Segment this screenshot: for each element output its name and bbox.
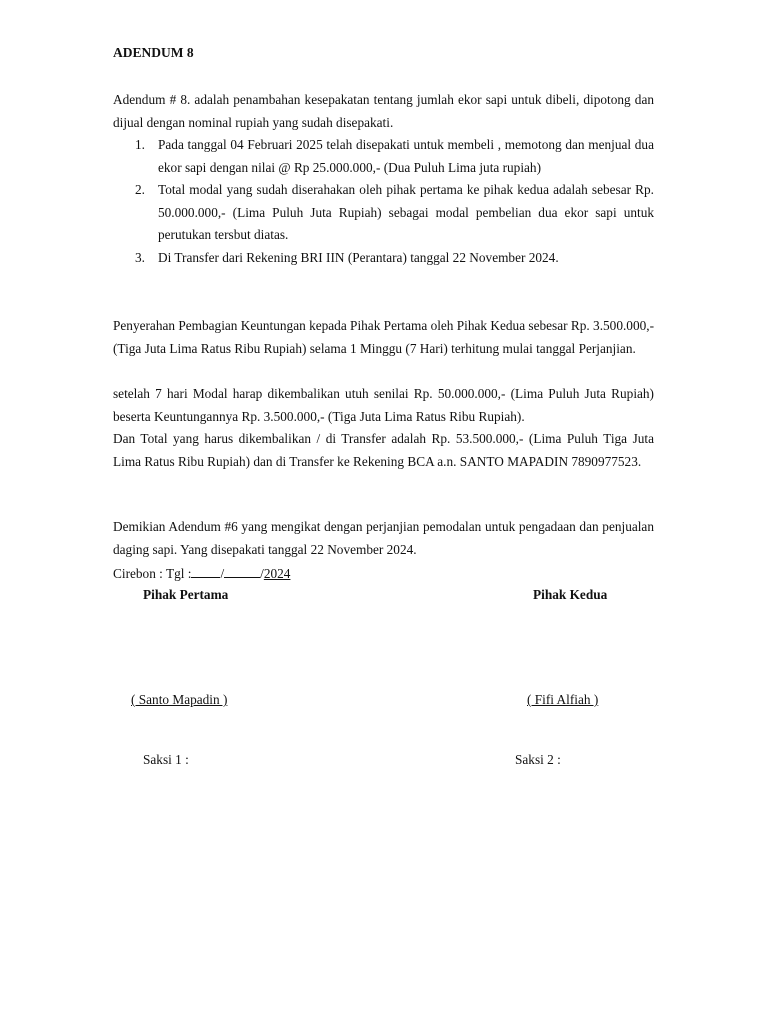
closing-paragraph: Demikian Adendum #6 yang mengikat dengan perjanjian pemodalan untuk pengadaan dan penjualan daging sapi. Yang disepakati tanggal 22 November 2024. bbox=[113, 519, 654, 557]
month-blank[interactable] bbox=[224, 564, 260, 578]
party1-name: ( Santo Mapadin ) bbox=[131, 692, 228, 707]
document-title: ADENDUM 8 bbox=[113, 45, 194, 60]
list-item-text: Pada tanggal 04 Februari 2025 telah disepakati untuk membeli , memotong dan menjual dua ekor sapi dengan nilai @ Rp 25.000.000,- (Dua Puluh Lima juta rupiah) bbox=[158, 137, 654, 175]
list-item-number: 3. bbox=[135, 249, 145, 265]
list-item bbox=[113, 134, 654, 179]
date-year: 2024 bbox=[263, 566, 291, 581]
list-item-text: Di Transfer dari Rekening BRI IIN (Perantara) tanggal 22 November 2024. bbox=[158, 249, 559, 265]
date-label: Cirebon : Tgl : bbox=[113, 566, 192, 581]
date-line bbox=[113, 564, 290, 582]
list-item bbox=[113, 179, 654, 247]
list-item bbox=[113, 247, 654, 270]
return-paragraph: setelah 7 hari Modal harap dikembalikan utuh senilai Rp. 50.000.000,- (Lima Puluh Juta Rupiah) beserta Keuntungannya Rp. 3.500.000,- (Tiga Juta Lima Ratus Ribu Rupiah). bbox=[113, 386, 654, 424]
witness2-label: Saksi 2 : bbox=[515, 752, 561, 767]
party1-title: Pihak Pertama bbox=[143, 587, 229, 602]
witness1-label: Saksi 1 : bbox=[143, 752, 189, 767]
list-item-number: 2. bbox=[135, 182, 145, 198]
total-paragraph: Dan Total yang harus dikembalikan / di Transfer adalah Rp. 53.500.000,- (Lima Puluh Tiga Juta Lima Ratus Ribu Rupiah) dan di Transfer ke Rekening BCA a.n. SANTO MAPADIN 7890977523. bbox=[113, 431, 654, 469]
party2-title: Pihak Kedua bbox=[533, 587, 608, 602]
date-separator: / bbox=[220, 566, 225, 581]
list-item-number: 1. bbox=[135, 137, 145, 152]
terms-list bbox=[113, 134, 654, 270]
party2-name: ( Fifi Alfiah ) bbox=[527, 692, 599, 707]
day-blank[interactable] bbox=[191, 564, 220, 578]
intro-paragraph: Adendum # 8. adalah penambahan kesepakatan tentang jumlah ekor sapi untuk dibeli, dipotong dan dijual dengan nominal rupiah yang sudah disepakati. bbox=[113, 92, 654, 130]
date-separator: / bbox=[260, 566, 264, 581]
profit-paragraph: Penyerahan Pembagian Keuntungan kepada Pihak Pertama oleh Pihak Kedua sebesar Rp. 3.500.000,- (Tiga Juta Lima Ratus Ribu Rupiah) selama 1 Minggu (7 Hari) terhitung mulai tanggal Perjanjian. bbox=[113, 318, 654, 356]
list-item-text: Total modal yang sudah diserahakan oleh pihak pertama ke pihak kedua adalah sebesar Rp. 50.000.000,- (Lima Puluh Juta Rupiah) sebagai modal pembelian dua ekor sapi untuk perutukan tersbut diatas. bbox=[158, 182, 654, 243]
